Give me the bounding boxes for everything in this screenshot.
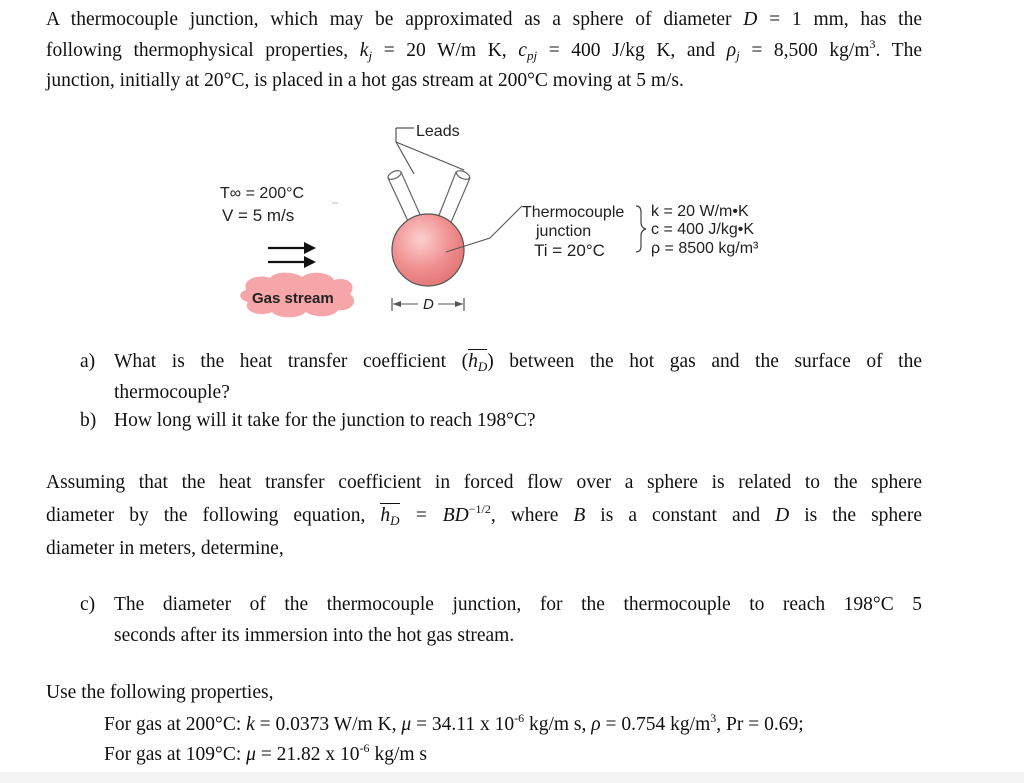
question-b — [80, 406, 922, 436]
gas-stream-label: Gas stream — [252, 290, 334, 307]
thermocouple-label: Thermocouple — [522, 204, 625, 221]
density-value: ρ = 8500 kg/m³ — [651, 240, 759, 257]
question-a-label: a) — [80, 351, 96, 372]
leads-wire-right-diag — [396, 142, 464, 170]
velocity-label: V = 5 m/s — [222, 206, 295, 225]
page-bottom-edge — [0, 772, 1024, 783]
assumption-line-3: diameter in meters, determine, — [46, 538, 284, 559]
t-infinity-label: T∞ = 200°C — [220, 185, 305, 202]
question-c-line-1: The diameter of the thermocouple junction, for the thermocouple to reach 198°C 5 — [114, 594, 922, 615]
question-c-label: c) — [80, 594, 96, 615]
intro-line-3: junction, initially at 20°C, is placed in a hot gas stream at 200°C moving at 5 m/s. — [46, 70, 684, 91]
thermocouple-diagram — [200, 112, 800, 327]
gas-properties-109C: For gas at 109°C: μ = 21.82 x $10^{-6}$ kg/m s — [104, 741, 427, 765]
intro-line-2: following thermophysical properties, $k_j = 20$ W/m K, $c_{pj} = 400$ J/kg K, and $\rho_j = 8,500$ $kg/m^3$. The — [46, 36, 922, 63]
question-b-label: b) — [80, 410, 97, 431]
initial-temp-label: Ti = 20°C — [534, 241, 605, 260]
specific-heat-value: c = 400 J/kg•K — [651, 221, 754, 238]
gas-stream-cloud — [240, 273, 354, 318]
gas-properties-200C: For gas at 200°C: k = 0.0373 W/m K, μ = 34.11 x $10^{-6}$ kg/m s, ρ = 0.754 $kg/m^3$, Pr = 0.69; — [104, 711, 804, 735]
diameter-dimension — [392, 296, 464, 313]
question-a — [80, 347, 922, 409]
question-a-line-1: What is the heat transfer coefficient $(h_D)$ between the hot gas and the surface of the — [114, 351, 922, 374]
conductivity-value: k = 20 W/m•K — [651, 203, 749, 220]
problem-intro — [46, 5, 922, 97]
question-a-line-2: thermocouple? — [114, 381, 230, 403]
assumption-line-1: Assuming that the heat transfer coefficient in forced flow over a sphere is related to the sphere — [46, 472, 922, 493]
properties-title: Use the following properties, — [46, 682, 274, 703]
junction-label: junction — [536, 223, 592, 240]
assumption-paragraph — [46, 466, 922, 565]
question-c-line-2: seconds after its immersion into the hot gas stream. — [114, 624, 515, 646]
diameter-label: D — [423, 296, 434, 313]
leads-label: Leads — [416, 123, 460, 140]
flow-arrows-icon — [268, 242, 316, 268]
intro-line-1: A thermocouple junction, which may be approximated as a sphere of diameter D = 1 mm, has the — [46, 9, 922, 30]
leads-wire-left-diag — [396, 142, 414, 174]
question-c — [80, 590, 922, 652]
question-b-text: How long will it take for the junction to reach 198°C? — [114, 410, 536, 431]
assumption-line-2: diameter by the following equation, $h_D = BD^{-1/2}$, where B is a constant and D is the sphere — [46, 502, 922, 528]
property-brace — [636, 206, 646, 252]
